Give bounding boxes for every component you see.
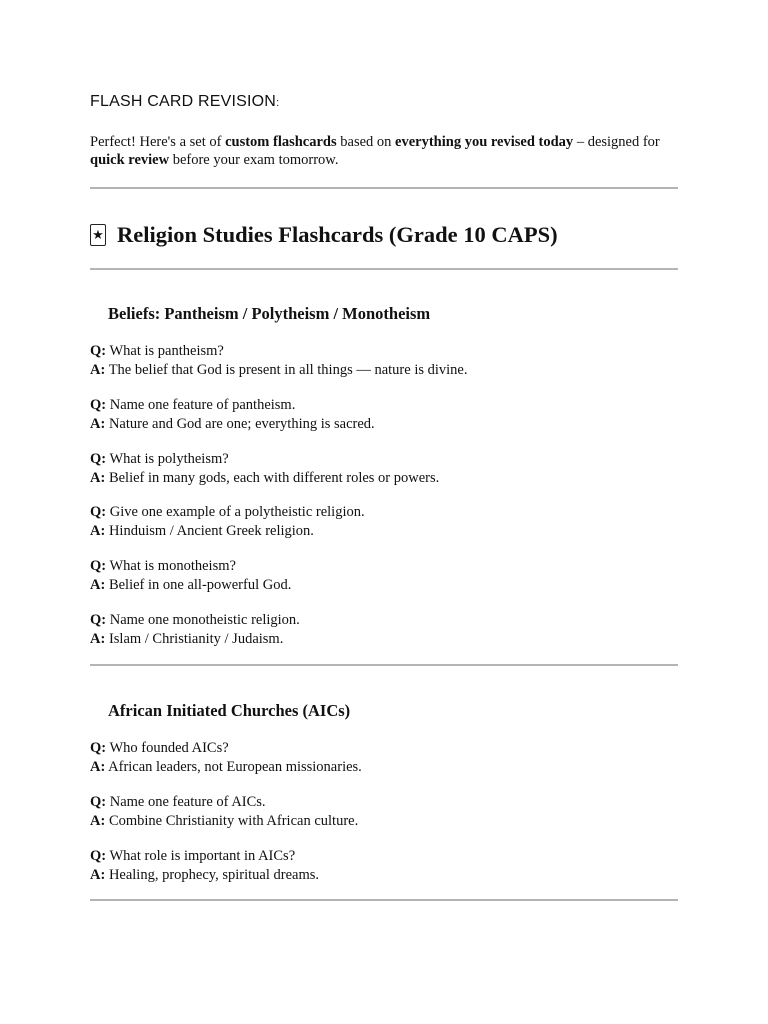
question-text: Name one monotheistic religion.	[109, 612, 300, 628]
section-heading-beliefs: Beliefs: Pantheism / Polytheism / Monotheism	[108, 304, 431, 323]
intro-paragraph	[90, 133, 680, 169]
question-label: Q:	[90, 558, 107, 574]
question-text: What role is important in AICs?	[109, 848, 296, 864]
divider	[90, 899, 678, 901]
question-line	[90, 396, 375, 415]
question-text: What is monotheism?	[109, 558, 236, 574]
answer-text: Hinduism / Ancient Greek religion.	[108, 522, 314, 539]
answer-label: A:	[90, 415, 106, 432]
question-label: Q:	[90, 397, 107, 413]
answer-line	[90, 469, 439, 488]
answer-text: Belief in one all-powerful God.	[108, 576, 292, 593]
answer-text: Belief in many gods, each with different roles or powers.	[108, 469, 440, 486]
question-text: Who founded AICs?	[109, 740, 229, 756]
question-text: Name one feature of AICs.	[109, 794, 266, 810]
question-line	[90, 503, 365, 522]
answer-line	[90, 522, 365, 541]
answer-label: A:	[90, 522, 106, 539]
question-line	[90, 611, 300, 630]
question-text: Name one feature of pantheism.	[109, 397, 296, 413]
answer-line	[90, 812, 358, 831]
flashcard	[90, 739, 362, 776]
answer-label: A:	[90, 361, 106, 378]
answer-label: A:	[90, 866, 106, 883]
flashcard	[90, 847, 319, 884]
question-label: Q:	[90, 848, 107, 864]
answer-label: A:	[90, 812, 106, 829]
star-in-box-icon: ★	[90, 224, 106, 246]
answer-text: Nature and God are one; everything is sacred.	[108, 415, 375, 432]
intro-text: based on	[336, 134, 396, 150]
answer-line	[90, 415, 375, 434]
question-text: Give one example of a polytheistic religion.	[109, 504, 365, 520]
question-line	[90, 793, 358, 812]
question-label: Q:	[90, 794, 107, 810]
question-text: What is polytheism?	[109, 451, 229, 467]
answer-line	[90, 361, 468, 380]
answer-label: A:	[90, 469, 106, 486]
divider	[90, 664, 678, 666]
intro-bold-everything-revised: everything you revised today	[395, 134, 574, 150]
flashcard	[90, 793, 358, 830]
divider	[90, 268, 678, 270]
intro-bold-quick-review: quick review	[90, 152, 170, 168]
question-label: Q:	[90, 612, 107, 628]
answer-text: Healing, prophecy, spiritual dreams.	[108, 866, 319, 883]
main-heading-text: Religion Studies Flashcards (Grade 10 CAPS)	[117, 222, 558, 247]
section-heading-aics: African Initiated Churches (AICs)	[108, 701, 351, 720]
answer-line	[90, 576, 291, 595]
answer-text: Islam / Christianity / Judaism.	[108, 630, 284, 647]
divider	[90, 187, 678, 189]
flashcard	[90, 342, 468, 379]
page-title-text: FLASH CARD REVISION	[90, 93, 277, 110]
question-label: Q:	[90, 451, 107, 467]
question-line	[90, 342, 468, 361]
question-line	[90, 450, 439, 469]
intro-text: – designed for	[573, 134, 660, 150]
flashcard	[90, 450, 439, 487]
answer-line	[90, 630, 300, 649]
page-title	[90, 93, 279, 111]
page-title-colon: :	[276, 97, 280, 109]
answer-line	[90, 866, 319, 885]
question-line	[90, 847, 319, 866]
answer-label: A:	[90, 758, 106, 775]
flashcard	[90, 611, 300, 648]
question-label: Q:	[90, 343, 107, 359]
question-line	[90, 739, 362, 758]
flashcard	[90, 503, 365, 540]
question-label: Q:	[90, 740, 107, 756]
answer-label: A:	[90, 576, 106, 593]
flashcard	[90, 396, 375, 433]
intro-text: before your exam tomorrow.	[169, 152, 339, 168]
intro-text: Perfect! Here's a set of	[90, 134, 226, 150]
main-heading	[90, 222, 558, 248]
answer-text: The belief that God is present in all things — nature is divine.	[108, 361, 468, 378]
question-line	[90, 557, 291, 576]
question-text: What is pantheism?	[109, 343, 224, 359]
answer-text: African leaders, not European missionaries.	[108, 758, 362, 775]
answer-label: A:	[90, 630, 106, 647]
intro-bold-custom-flashcards: custom flashcards	[225, 134, 337, 150]
question-label: Q:	[90, 504, 107, 520]
flashcard	[90, 557, 291, 594]
answer-text: Combine Christianity with African culture.	[108, 812, 359, 829]
answer-line	[90, 758, 362, 777]
